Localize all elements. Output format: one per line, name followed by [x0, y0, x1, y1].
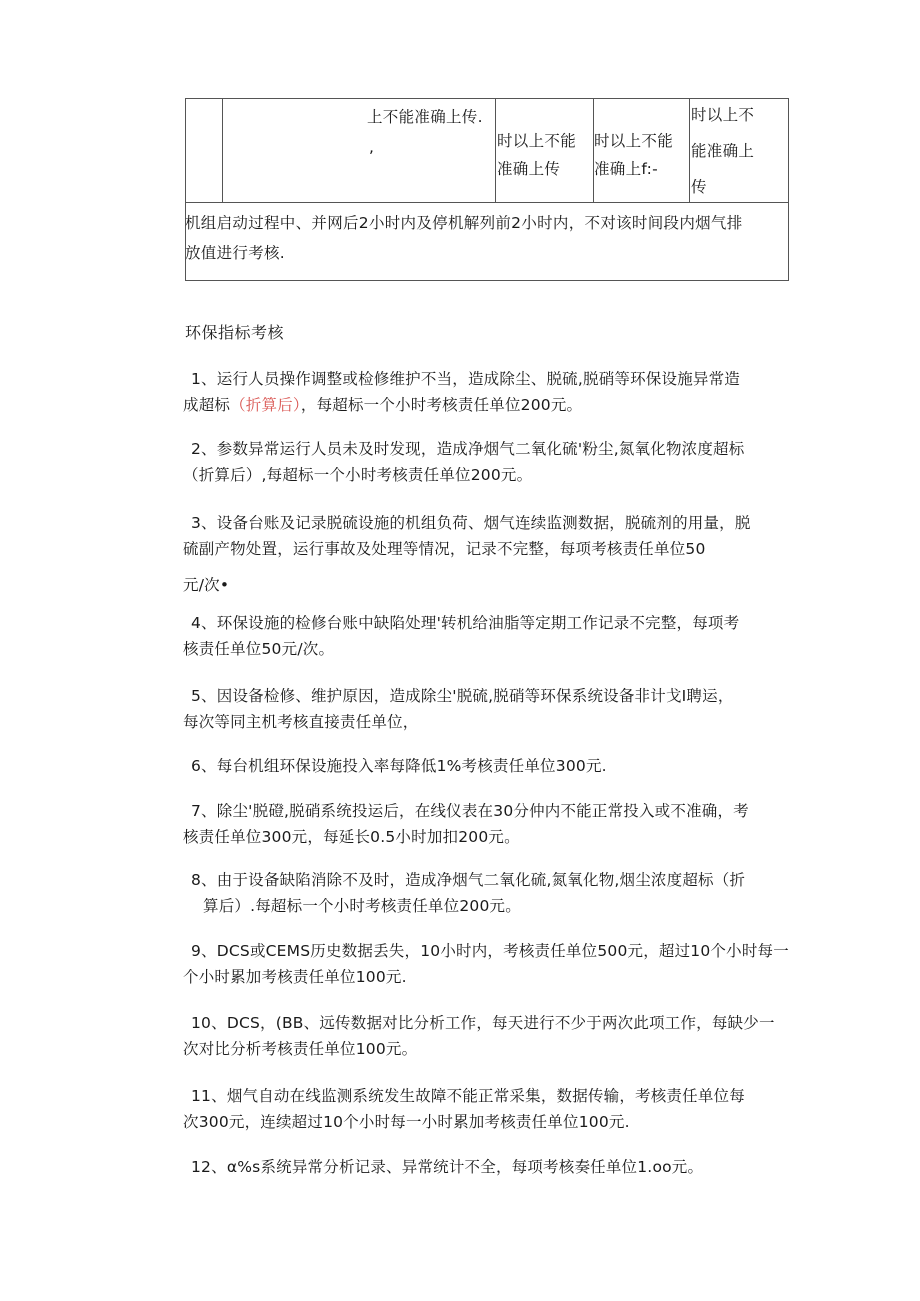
item-text: （折算后）,每超标一个小时考核责任单位200元。: [183, 466, 533, 484]
list-item: [183, 610, 793, 662]
item-text: 核责任单位300元，每延长0.5小时加扣200元。: [183, 828, 520, 846]
table-border-right: [788, 98, 789, 281]
item-number: 4、: [191, 614, 217, 632]
list-item: [183, 1083, 793, 1135]
item-text: 每次等同主机考核直接责任单位，: [183, 713, 419, 731]
item-number: 1、: [191, 370, 217, 388]
highlighted-text: （折算后）: [230, 396, 301, 414]
table-cell-text: 时以上不能: [497, 132, 577, 150]
item-text: 元/次•: [183, 576, 230, 594]
list-item: [183, 938, 793, 990]
table-col-divider: [495, 98, 496, 202]
table-note: 放值进行考核.: [185, 244, 286, 262]
table-cell-text: 时以上不能: [594, 132, 674, 150]
table-border-bottom: [185, 280, 789, 281]
table-row-divider: [185, 202, 789, 203]
table-cell-text: 准确上传: [497, 160, 561, 178]
item-number: 8、: [191, 871, 217, 889]
item-text: DCS或CEMS历史数据丢失，10小时内，考核责任单位500元，超过10个小时每一: [216, 942, 789, 960]
table-col-divider: [689, 98, 690, 202]
item-text: 环保设施的检修台账中缺陷处理'转机给油脂等定期工作记录不完整，每项考: [216, 614, 740, 632]
list-item: [183, 753, 793, 779]
list-item: [183, 683, 793, 735]
item-text: 硫副产物处置，运行事故及处理等情况，记录不完整，每项考核责任单位50: [183, 540, 706, 558]
item-number: 3、: [191, 514, 217, 532]
item-text: 算后）.每超标一个小时考核责任单位200元。: [203, 897, 521, 915]
table-cell-text: 传: [691, 178, 707, 196]
item-text: 参数异常运行人员未及时发现，造成净烟气二氧化硫'粉尘,氮氧化物浓度超标: [216, 440, 745, 458]
item-number: 12、: [191, 1158, 227, 1176]
item-number: 10、: [191, 1014, 227, 1032]
table-border-top: [185, 98, 789, 99]
item-text: 成超标: [183, 396, 231, 414]
item-text: 次300元，连续超过10个小时每一小时累加考核责任单位100元.: [183, 1113, 630, 1131]
table-cell-text: 准确上f:-: [594, 160, 659, 178]
item-text: 烟气自动在线监测系统发生故障不能正常采集，数据传输，考核责任单位每: [226, 1087, 745, 1105]
list-item: [183, 798, 793, 850]
item-text: 每台机组环保设施投入率每降低1%考核责任单位300元.: [216, 757, 607, 775]
list-item: [183, 366, 793, 418]
table-note: 机组启动过程中、并网后2小时内及停机解列前2小时内，不对该时间段内烟气排: [185, 214, 743, 232]
item-text: α%s系统异常分析记录、异常统计不全，每项考核奏任单位1.oo元。: [226, 1158, 704, 1176]
item-number: 9、: [191, 942, 217, 960]
table-cell-text: 上不能准确上传.: [367, 108, 483, 126]
table-cell-text: ,: [369, 138, 375, 156]
item-number: 5、: [191, 687, 217, 705]
list-item: [183, 867, 793, 919]
item-number: 11、: [191, 1087, 227, 1105]
item-text: DCS，(BB、远传数据对比分析工作，每天进行不少于两次此项工作，每缺少一: [226, 1014, 775, 1032]
item-text: 运行人员操作调整或检修维护不当，造成除尘、脱硫,脱硝等环保设施异常造: [216, 370, 740, 388]
item-text: 设备台账及记录脱硫设施的机组负荷、烟气连续监测数据，脱硫剂的用量，脱: [216, 514, 751, 532]
table-cell-text: 能准确上: [691, 142, 755, 160]
item-text: 除尘'脱磴,脱硝系统投运后，在线仪表在30分仲内不能正常投入或不准确，考: [216, 802, 749, 820]
list-item: [183, 1010, 793, 1062]
item-number: 6、: [191, 757, 217, 775]
item-text: 个小时累加考核责任单位100元.: [183, 968, 407, 986]
item-number: 2、: [191, 440, 217, 458]
section-title: 环保指标考核: [185, 323, 285, 342]
list-item: [183, 436, 793, 488]
table-cell-text: 时以上不: [691, 106, 755, 124]
item-number: 7、: [191, 802, 217, 820]
item-text: 次对比分析考核责任单位100元。: [183, 1040, 418, 1058]
item-text: 核责任单位50元/次。: [183, 640, 335, 658]
item-text: 由于设备缺陷消除不及时，造成净烟气二氧化硫,氮氧化物,烟尘浓度超标（折: [216, 871, 746, 889]
item-text: 因设备检修、维护原因，造成除尘'脱硫,脱硝等环保系统设备非计戈I聘运，: [216, 687, 734, 705]
list-item: [183, 1154, 793, 1180]
assessment-table: [185, 98, 789, 281]
list-item: [183, 510, 793, 598]
table-col-divider: [222, 98, 223, 202]
item-text: ，每超标一个小时考核责任单位200元。: [300, 396, 583, 414]
